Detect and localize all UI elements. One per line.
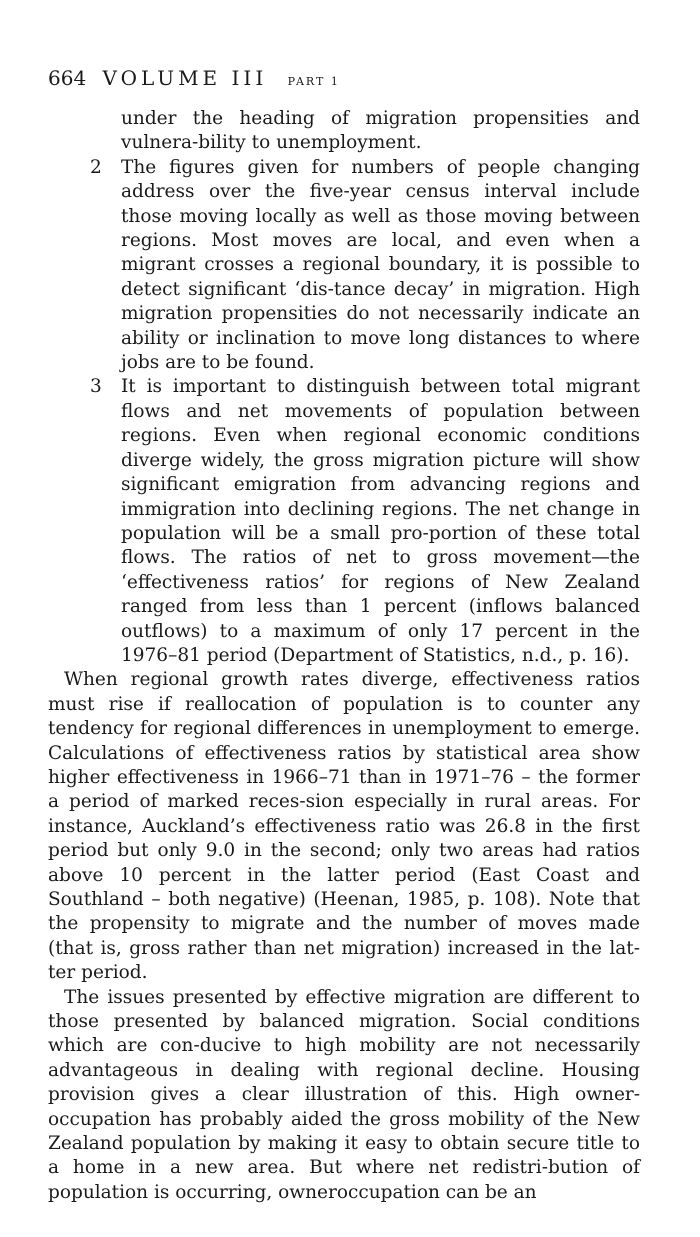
body-paragraph: The issues presented by effective migration are different to those presented by balanced migration. Social conditions which are con-ducive to high mobility are not necessarily advantageous in dealing with regional decline. Housing provision gives a clear illustration of this. High owner-occupation has probably aided the gross mobility of the New Zealand population by making it easy to obtain secure title to a home in a new area. But where net redistri-bution of population is occurring, owneroccupation can be an [48, 986, 640, 1203]
list-item [48, 156, 640, 376]
list-item-continuation [48, 107, 640, 156]
body-text [48, 107, 640, 1205]
body-paragraph: When regional growth rates diverge, effectiveness ratios must rise if reallocation of population is to counter any tendency for regional differences in unemployment to emerge. Calculations of effectiveness ratios by statistical area show higher effectiveness in 1966–71 than in 1971–76 – the former a period of marked reces-sion especially in rural areas. For instance, Auckland’s effectiveness ratio was 26.8 in the first period but only 9.0 in the second; only two areas had ratios above 10 percent in the latter period (East Coast and Southland – both negative) (Heenan, 1985, p. 108). Note that the propensity to migrate and the number of moves made (that is, gross rather than net migration) increased in the lat-ter period. [48, 669, 640, 984]
list-item-text: under the heading of migration propensities and vulnera-bility to unemployment. [121, 108, 640, 154]
volume-label: VOLUME III [102, 66, 268, 90]
part-label: PART 1 [287, 75, 340, 88]
running-header [48, 66, 340, 94]
list-item-number: 2 [90, 156, 102, 178]
list-item-text: The figures given for numbers of people changing address over the five-year census interval include those moving locally as well as those moving between regions. Most moves are local, and even when a migrant crosses a regional boundary, it is possible to detect significant ‘dis-tance decay’ in migration. High migration propensities do not necessarily indicate an ability or inclination to move long distances to where jobs are to be found. [121, 156, 640, 374]
list-item [48, 375, 640, 668]
page-number: 664 [48, 66, 87, 90]
list-item-number: 3 [90, 376, 102, 398]
list-item-text: It is important to distinguish between total migrant flows and net movements of population between regions. Even when regional economic conditions diverge widely, the gross migration picture will show significant emigration from advancing regions and immigration into declining regions. The net change in population will be a small pro-portion of these total flows. The ratios of net to gross movement—the ‘effectiveness ratios’ for regions of New Zealand ranged from less than 1 percent (inflows balanced outflows) to a maximum of only 17 percent in the 1976–81 period (Department of Statistics, n.d., p. 16). [121, 376, 640, 666]
